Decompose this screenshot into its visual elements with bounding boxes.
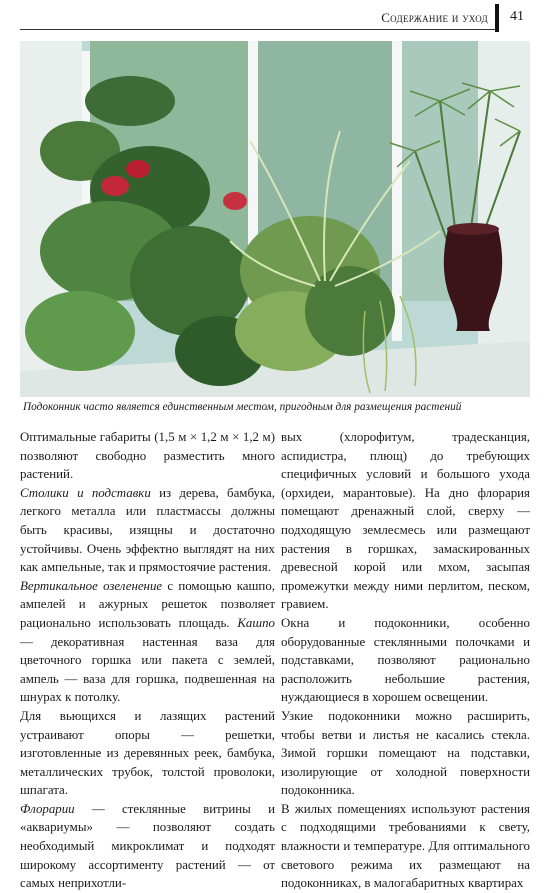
paragraph-text: Узкие подоконники можно расширить, чтобы ветви и листья не касались стекла. Зимой горшки помещают на подставки, изолирующие от холодной поверхности подоконника. <box>281 708 530 798</box>
paragraph <box>281 614 530 707</box>
term: Вертикальное озеленение <box>20 578 163 593</box>
right-text-column <box>281 428 530 893</box>
paragraph <box>281 707 530 800</box>
left-text-column <box>20 428 275 893</box>
paragraph <box>20 428 275 484</box>
paragraph-text: Окна и подоконники, особенно оборудованные стеклянными полочками и подставками, позволяют рационально расположить небольшие растения, нуждающиеся в хорошем освещении. <box>281 615 530 705</box>
running-header <box>0 0 550 34</box>
header-rule <box>20 29 495 30</box>
term: Кашпо <box>237 615 275 630</box>
paragraph-text: вых (хлорофитум, традесканция, аспидистра, плющ) до требующих специфичных условий и большого ухода (орхидеи, марантовые). На дно флорария помещают дренажный слой, сверху — подходящую землесмесь или размещают растения в горшках, замаскированных древесной корой или мхом, засыпая промежутки между ними перлитом, песком, гравием. <box>281 430 530 612</box>
paragraph <box>20 707 275 800</box>
paragraph <box>281 428 530 614</box>
photo-caption: Подоконник часто является единственным местом, пригодным для размещения растений <box>23 401 462 413</box>
header-bar <box>495 4 499 32</box>
section-title: Содержание и уход <box>381 10 488 25</box>
term: Флорарии <box>20 801 75 816</box>
paragraph-text: с помощью кашпо, ампелей и ажурных решеток позволяет рационально использовать площадь. <box>20 578 275 630</box>
paragraph-text: Оптимальные габариты (1,5 м × 1,2 м × 1,2 м) позволяют свободно разместить много растений. <box>20 430 275 482</box>
paragraph <box>20 577 275 707</box>
paragraph-text: Для вьющихся и лазящих растений устраивают опоры — решетки, изготовленные из деревянных реек, бамбука, металлических трубок, толстой проволоки, шпагата. <box>20 708 275 798</box>
paragraph-text: — декоративная настенная ваза для цветочного горшка или пакета с землей, ампель — ваза для горшка, подвешенная на шнурах к потолку. <box>20 634 275 705</box>
paragraph <box>281 800 530 893</box>
page-number: 41 <box>510 9 524 24</box>
paragraph-text: В жилых помещениях используют растения с подходящими требованиями к свету, влажности и температуре. Для оптимального светового режима их размещают на подоконниках, в малогабаритных квартирах <box>281 801 530 891</box>
term: Столики и подставки <box>20 485 151 500</box>
paragraph-text: из дерева, бамбука, легкого металла или пластмассы должны быть красивы, изящны и достаточно устойчивы. Очень эффектно выглядят на них как ампельные, так и прямостоячие растения. <box>20 485 275 575</box>
paragraph-text: — стеклянные витрины и «аквариумы» — позволяют создать необходимый микроклимат и подходят широкому ассортименту растений — от самых неприхотли- <box>20 801 275 891</box>
windowsill-plants-photo <box>20 41 530 397</box>
photo-illustration <box>20 41 530 397</box>
paragraph <box>20 484 275 577</box>
paragraph <box>20 800 275 893</box>
